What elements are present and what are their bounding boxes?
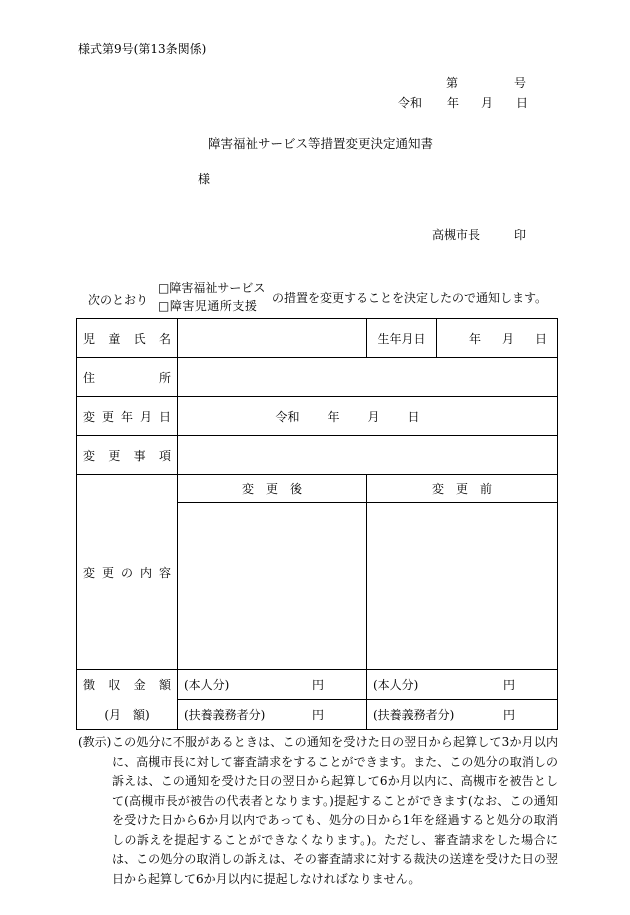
details-table bbox=[76, 318, 558, 730]
change-content-label: 変更の内容 bbox=[77, 475, 178, 670]
birthdate-label: 生年月日 bbox=[367, 319, 437, 358]
fee-monthly-label: (月 額) bbox=[77, 700, 178, 730]
after-change-field[interactable] bbox=[178, 503, 367, 670]
change-day-unit: 日 bbox=[407, 409, 420, 424]
change-date-label: 変更年月日 bbox=[77, 397, 178, 436]
issuer-name: 高槻市長 bbox=[432, 228, 481, 242]
checkbox-welfare-service[interactable]: □障害福祉サービス bbox=[158, 281, 266, 295]
seal-mark: 印 bbox=[514, 228, 527, 242]
before-change-header: 変 更 前 bbox=[367, 475, 558, 503]
table-row bbox=[77, 397, 558, 436]
change-item-label: 変更事項 bbox=[77, 436, 178, 475]
date-month-unit: 月 bbox=[481, 96, 494, 110]
date-era: 令和 bbox=[398, 96, 423, 110]
child-name-field[interactable] bbox=[178, 319, 367, 358]
change-month-unit: 月 bbox=[367, 409, 380, 424]
lead-prefix: 次のとおり bbox=[88, 293, 149, 307]
birth-day-unit: 日 bbox=[534, 331, 547, 346]
checkbox-child-day-support[interactable]: □障害児通所支援 bbox=[158, 299, 258, 313]
document-number-label: 第 bbox=[446, 76, 459, 90]
fee-before-guardian[interactable] bbox=[367, 700, 558, 730]
child-name-label: 児童氏名 bbox=[77, 319, 178, 358]
instruction-notice bbox=[78, 733, 558, 889]
before-change-field[interactable] bbox=[367, 503, 558, 670]
guardian-portion-label: (扶養義務者分) bbox=[373, 708, 455, 722]
table-row bbox=[77, 670, 558, 700]
notice-text: この処分に不服があるときは、この通知を受けた日の翌日から起算して3か月以内に、高槻市長に対して審査請求をすることができます。また、この処分の取消しの訴えは、この通知を受けた日の翌日から起算して6か月以内に、高槻市を被告として(高槻市長が被告の代表者となります。)提起することができます(なお、この通知を受けた日から6か月以内であっても、処分の日から1年を経過すると処分の取消しの訴えを提起することができなくなります。)。ただし、審査請求をした場合には、この処分の取消しの訴えは、その審査請求に対する裁決の送達を受けた日の翌日から起算して6か月以内に提起しなければなりません。 bbox=[112, 735, 558, 886]
date-year-unit: 年 bbox=[447, 96, 460, 110]
change-date-era: 令和 bbox=[275, 409, 300, 424]
table-row bbox=[77, 436, 558, 475]
document-number-suffix: 号 bbox=[514, 76, 527, 90]
date-day-unit: 日 bbox=[516, 96, 529, 110]
change-item-field[interactable] bbox=[178, 436, 558, 475]
table-row bbox=[77, 475, 558, 503]
address-label: 住所 bbox=[77, 358, 178, 397]
change-year-unit: 年 bbox=[327, 409, 340, 424]
table-row bbox=[77, 700, 558, 730]
address-field[interactable] bbox=[178, 358, 558, 397]
yen-unit: 円 bbox=[311, 678, 324, 692]
yen-unit: 円 bbox=[311, 708, 324, 722]
table-row bbox=[77, 319, 558, 358]
form-number: 様式第9号(第13条関係) bbox=[78, 42, 207, 56]
change-date-field[interactable] bbox=[178, 397, 558, 436]
yen-unit: 円 bbox=[502, 678, 515, 692]
fee-after-guardian[interactable] bbox=[178, 700, 367, 730]
fee-after-self[interactable] bbox=[178, 670, 367, 700]
birth-month-unit: 月 bbox=[501, 331, 514, 346]
addressee-suffix: 様 bbox=[198, 172, 211, 186]
fee-label: 徴収金額 bbox=[77, 670, 178, 700]
lead-suffix: の措置を変更することを決定したので通知します。 bbox=[272, 291, 548, 305]
guardian-portion-label: (扶養義務者分) bbox=[184, 708, 266, 722]
birth-year-unit: 年 bbox=[469, 331, 482, 346]
yen-unit: 円 bbox=[502, 708, 515, 722]
document-title: 障害福祉サービス等措置変更決定通知書 bbox=[208, 136, 434, 151]
notice-label: (教示) bbox=[78, 735, 112, 749]
self-portion-label: (本人分) bbox=[373, 678, 419, 692]
fee-before-self[interactable] bbox=[367, 670, 558, 700]
after-change-header: 変 更 後 bbox=[178, 475, 367, 503]
birthdate-field[interactable] bbox=[437, 319, 558, 358]
table-row bbox=[77, 358, 558, 397]
self-portion-label: (本人分) bbox=[184, 678, 230, 692]
